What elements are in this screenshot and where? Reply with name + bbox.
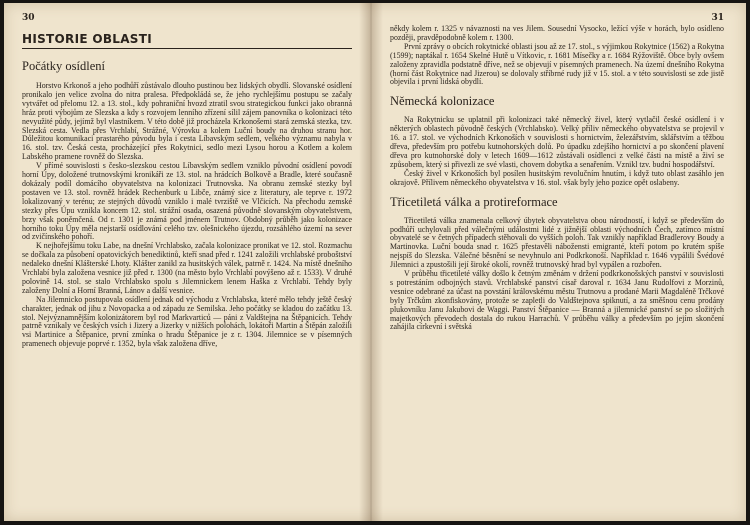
paragraph: Na Rokytnicku se uplatnil při kolonizaci také německý živel, který vytlačil české osídlení i v některých oblastech původně českých (Vrchlabsko). Velký příliv německého obyvatelstva se projevil v 16. a 17. stol. ve východních Krkonoších v souvislosti s hornictvím, železářstvím, sklářstvím a těžbou dřeva, především pro potřebu kutnohorských dolů. Po úpadku zdejšího hornictví a po skončení plavení dřeva pro kutnohorské doly v letech 1609—1612 zůstávali osídlenci z velké části na místě a živí se způsobem, který si přivezli ze své vlasti, chovem dobytka a senařením. Vznikl tzv. budní hospodářství. bbox=[390, 115, 724, 169]
chapter-title: HISTORIE OBLASTI bbox=[22, 32, 352, 49]
paragraph: někdy kolem r. 1325 v návaznosti na ves Jilem. Sousední Vysocko, ležící výše v horách, bylo osídleno později, pravděpodobně kolem r. 1300. bbox=[390, 24, 724, 42]
paragraph: První zprávy o obcích rokytnické oblasti jsou až ze 17. stol., s výjimkou Rokytnice (1562) a Rokytna (1599); naptákal r. 1654 Skelné Hutě u Vítkovic, r. 1681 Mísečky a r. 1684 Rýžoviště. Obce byly ovšem založeny zpravidla podstatně dříve, než se objevují v písemných pramenech. Na území dnešního Rokytna (horní část Rokytnice nad Jizerou) se dolovaly stříbrné rudy již v 15. stol. a v této souvislosti se zde jistě objevila i první lidská obydlí. bbox=[390, 41, 724, 87]
right-page bbox=[390, 13, 724, 518]
section-title-nemecka-kolonizace: Německá kolonizace bbox=[390, 94, 495, 109]
section-title-tricetileta-valka: Třicetiletá válka a protireformace bbox=[390, 194, 558, 209]
page-number-right: 31 bbox=[711, 13, 724, 23]
paragraph: Třicetiletá válka znamenala celkový úbytek obyvatelstva obou národností, i když se především do podhůří uchylovali před válečnými událostmi lidé z jižnější oblasti východních Čech, zatímco místní obyvatelé se v četných případech stěhovali do vyšších poloh. Tak vznikly například Bradlerovy Boudy a Martinovka. Luční bouda snad r. 1625 přestavěli nábožensti emigranté, kteří potom po krutém spíše nejspíš do Slezska. Válečné běsnění se nevyhnulo ani Podkrkonoší. Například r. 1646 vypálili Švédové Jilemnici a zpustošili její široké okolí, rovněž trutnovský hrad byl vypálen a rozbořen. bbox=[390, 215, 724, 270]
left-page bbox=[22, 13, 352, 518]
book-gutter bbox=[359, 3, 383, 521]
paragraph: Na Jilemnicko postupovala osídlení jednak od východu z Vrchlabska, které mělo tehdy ještě český charakter, jednak od jihu z Novopacka a od západu ze Semilska. Jeho počátky se kladou do začátku 13. stol. Nejvýznamnějším kolonizátorem byl rod Markvarticů — páni z Valdštejna na Štěpanicích. Tehdy patrně vznikaly ve českých vsích i Jizery a Jizerky v nižších polohách, lokátoři Martin a Štěpán založili vsi Martinice a Štěpanice, první zmínka o hradu Štěpanice je z r. 1304. Jilemnice se v písemných pramenech objevuje poprvé r. 1352, byla však založena dříve, bbox=[22, 294, 352, 349]
paragraph: V přímé souvislosti s česko-slezskou cestou Líbavským sedlem vzniklo původní osídlení povodí horní Úpy, doložené trutnovskými kronikáři ze 13. stol. na hrádcích Bolkově a Bradle, které současně dokázaly podíl domácího obyvatelstva na kolonizaci Trutnovska. Na obranu zemské stezky byl postaven ve 13. stol. rovněž hrádek Rechenburk u Libče, známý sice z literatury, ale teprve r. 1972 lokalizovaný v terénu; ze stejných důvodů vzniklo i malé tvrziště ve Vlčicích. Na přechodu zemské stezky přes Úpu vznikla koncem 12. stol. strážní osada, osazená původně slovanským obyvatelstvem, brzy však poněmčená. Od r. 1301 je známá pod jménem Trutnov. Obdobný průběh jako kolonizace horního toku Úpy měla nejstarší osídlování celého tzv. olešnického újezdu, rozsáhlého území na sever od zvičínského pohoří. bbox=[22, 161, 352, 242]
page-number-left: 30 bbox=[22, 13, 35, 23]
paragraph: K nejhořejšímu toku Labe, na dnešní Vrchlabsko, začala kolonizace pronikat ve 12. stol. Rozmachu se dočkala za působení opatovických benediktinů, kteří snad před r. 1241 založili vrchlabské proboštství nedaleko dnešní Klášterské Lhoty. Klášter zanikl za husitských válek, patrně r. 1424. Na místě dnešního Vrchlabí byla založena vesnice již před r. 1300 (na město bylo Vrchlabí povýšeno až r. 1533). V druhé polovině 14. stol. se stalo Vrchlabsko spolu s Jilemnickem lenem Haška z Vrchlabí. Tehdy byly založeny Dolní a Horní Branná, Lánov a další vesnice. bbox=[22, 241, 352, 295]
paragraph: Český živel v Krkonoších byl posílen husitským revolučním hnutím, i když tuto oblast zasáhlo jen okrajově. Přílivem německého obyvatelstva v 16. stol. však byly jeho pozice opět oslabeny. bbox=[390, 168, 724, 187]
paragraph: Horstvo Krkonoš a jeho podhůří zůstávalo dlouho pustinou bez lidských obydlí. Slovanské osídlení pronikalo jen velice zvolna do nitra pralesa. Předpokládá se, že jeho rychlejšímu postupu se začaly vytvářet od přelomu 12. a 13. stol., kdy pohraniční hvozd ztratil svou strategickou funkci jako obranná hráz proti výbojům ze Slezska a kdy s rozvojem lenního zřízení sílil zájem panovníka o kolonizaci této nevyužité půdy, jejímž byl vlastníkem. V této době již procházela Krkonošemi stará zemská stezka, tzv. Slezská cesta. Vedla přes Vrchlabí, Strážné, Výrovku a kolem Luční boudy na druhou stranu hor. Důležitou komunikaci prastarého původu byla i cesta Líbavským sedlem, velkého významu nabyla v 16. stol. tzv. Česká cesta, procházející přes Rokytnici, sedlo mezi Lysou horou a Kotlem a kolem Labského pramene rovněž do Slezska. bbox=[22, 81, 352, 162]
paragraph: V průběhu třicetileté války došlo k četným změnám v držení podkrkonošských panství v souvislosti s potrestáním odbojných stavů. Vrchlabské panství císař daroval r. 1634 Janu Rudolfovi z Morzinů, vesnice odebrané za účast na povstání královskému městu Trutnovu a prodané Marii Magdaléně Trčkové byly Trčkům zkonfiskovány, protože se zapletli do Valdštejnova spiknutí, a za směšnou cenu prodány plukovníku Janu Jakubovi de Waggi. Panství Štěpanice — Branná a jilemnické panství se po složitých majetkových převodech dostala do rukou Harrachů. V průběhu války a především po jejím skončení zahájila církevní i světská bbox=[390, 269, 724, 332]
book-spread bbox=[4, 3, 746, 521]
section-title-pocatky: Počátky osídlení bbox=[22, 59, 105, 73]
